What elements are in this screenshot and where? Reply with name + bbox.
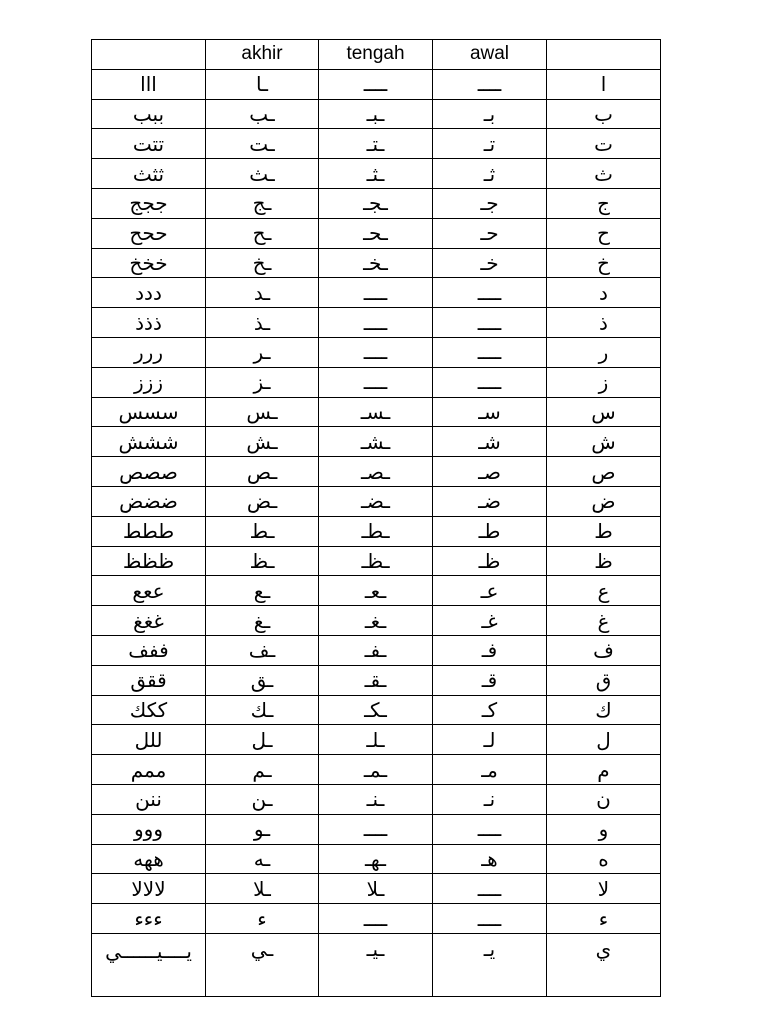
cell-letter: و bbox=[547, 814, 661, 844]
header-row bbox=[92, 40, 661, 70]
table-row bbox=[92, 278, 661, 308]
cell-akhir: ـغ bbox=[206, 606, 319, 636]
cell-tengah: ـظـ bbox=[319, 546, 433, 576]
cell-awal: ــــ bbox=[433, 814, 547, 844]
cell-repeat: ذذذ bbox=[92, 308, 206, 338]
cell-akhir: ـظ bbox=[206, 546, 319, 576]
cell-akhir: ـق bbox=[206, 665, 319, 695]
cell-awal: ــــ bbox=[433, 69, 547, 99]
header-repeat bbox=[92, 40, 206, 70]
cell-akhir: ـذ bbox=[206, 308, 319, 338]
cell-repeat: خخخ bbox=[92, 248, 206, 278]
cell-repeat: ووو bbox=[92, 814, 206, 844]
cell-awal: حـ bbox=[433, 218, 547, 248]
cell-awal: ــــ bbox=[433, 308, 547, 338]
cell-awal: نـ bbox=[433, 784, 547, 814]
cell-akhir: ـص bbox=[206, 457, 319, 487]
cell-akhir: ـت bbox=[206, 129, 319, 159]
table-row bbox=[92, 427, 661, 457]
cell-tengah: ــــ bbox=[319, 337, 433, 367]
cell-awal: ــــ bbox=[433, 337, 547, 367]
cell-tengah: ـعـ bbox=[319, 576, 433, 606]
cell-repeat: يــــيــــــي bbox=[92, 933, 206, 996]
cell-repeat: ششش bbox=[92, 427, 206, 457]
cell-letter: غ bbox=[547, 606, 661, 636]
table-row bbox=[92, 129, 661, 159]
cell-akhir: ـر bbox=[206, 337, 319, 367]
table-row bbox=[92, 933, 661, 996]
cell-letter: ن bbox=[547, 784, 661, 814]
cell-tengah: ـقـ bbox=[319, 665, 433, 695]
cell-letter: ط bbox=[547, 516, 661, 546]
table-body bbox=[92, 69, 661, 996]
cell-tengah: ـخـ bbox=[319, 248, 433, 278]
cell-repeat: ضضض bbox=[92, 486, 206, 516]
cell-awal: هـ bbox=[433, 844, 547, 874]
cell-repeat: ططط bbox=[92, 516, 206, 546]
table-row bbox=[92, 695, 661, 725]
table-row bbox=[92, 99, 661, 129]
cell-repeat: ظظظ bbox=[92, 546, 206, 576]
cell-letter: ق bbox=[547, 665, 661, 695]
header-tengah: tengah bbox=[319, 40, 433, 70]
cell-awal: ظـ bbox=[433, 546, 547, 576]
cell-letter: ز bbox=[547, 367, 661, 397]
cell-awal: يـ bbox=[433, 933, 547, 996]
cell-tengah: ـجـ bbox=[319, 188, 433, 218]
cell-tengah: ـبـ bbox=[319, 99, 433, 129]
cell-letter: ض bbox=[547, 486, 661, 516]
cell-tengah: ـيـ bbox=[319, 933, 433, 996]
cell-awal: خـ bbox=[433, 248, 547, 278]
table-row bbox=[92, 188, 661, 218]
cell-letter: ء bbox=[547, 904, 661, 934]
cell-letter: ح bbox=[547, 218, 661, 248]
cell-tengah: ـلا bbox=[319, 874, 433, 904]
cell-akhir: ـح bbox=[206, 218, 319, 248]
cell-repeat: ببب bbox=[92, 99, 206, 129]
table-row bbox=[92, 159, 661, 189]
cell-tengah: ـثـ bbox=[319, 159, 433, 189]
cell-tengah: ــــ bbox=[319, 814, 433, 844]
cell-awal: صـ bbox=[433, 457, 547, 487]
cell-awal: غـ bbox=[433, 606, 547, 636]
table-row bbox=[92, 755, 661, 785]
cell-letter: ر bbox=[547, 337, 661, 367]
cell-repeat: ققق bbox=[92, 665, 206, 695]
cell-akhir: ـز bbox=[206, 367, 319, 397]
table-row bbox=[92, 725, 661, 755]
cell-tengah: ــــ bbox=[319, 367, 433, 397]
table-row bbox=[92, 874, 661, 904]
cell-tengah: ـلـ bbox=[319, 725, 433, 755]
table-row bbox=[92, 606, 661, 636]
table-row bbox=[92, 486, 661, 516]
cell-awal: ــــ bbox=[433, 367, 547, 397]
cell-tengah: ـفـ bbox=[319, 635, 433, 665]
cell-akhir: ـم bbox=[206, 755, 319, 785]
cell-akhir: ـخ bbox=[206, 248, 319, 278]
table-row bbox=[92, 516, 661, 546]
cell-akhir: ـج bbox=[206, 188, 319, 218]
cell-akhir: ـو bbox=[206, 814, 319, 844]
table-row bbox=[92, 69, 661, 99]
table-row bbox=[92, 904, 661, 934]
cell-tengah: ـغـ bbox=[319, 606, 433, 636]
cell-awal: لـ bbox=[433, 725, 547, 755]
table-row bbox=[92, 337, 661, 367]
cell-awal: ــــ bbox=[433, 904, 547, 934]
cell-tengah: ــــ bbox=[319, 904, 433, 934]
cell-awal: سـ bbox=[433, 397, 547, 427]
cell-awal: بـ bbox=[433, 99, 547, 129]
table-row bbox=[92, 784, 661, 814]
cell-letter: س bbox=[547, 397, 661, 427]
cell-akhir: ـن bbox=[206, 784, 319, 814]
header-akhir: akhir bbox=[206, 40, 319, 70]
cell-tengah: ـنـ bbox=[319, 784, 433, 814]
cell-awal: ــــ bbox=[433, 874, 547, 904]
cell-awal: جـ bbox=[433, 188, 547, 218]
cell-akhir: ـط bbox=[206, 516, 319, 546]
cell-akhir: ـك bbox=[206, 695, 319, 725]
cell-letter: ث bbox=[547, 159, 661, 189]
cell-letter: ج bbox=[547, 188, 661, 218]
cell-akhir: ـع bbox=[206, 576, 319, 606]
cell-repeat: ثثث bbox=[92, 159, 206, 189]
cell-repeat: ززز bbox=[92, 367, 206, 397]
cell-akhir: ـث bbox=[206, 159, 319, 189]
cell-letter: لا bbox=[547, 874, 661, 904]
cell-awal: طـ bbox=[433, 516, 547, 546]
cell-akhir: ء bbox=[206, 904, 319, 934]
cell-letter: م bbox=[547, 755, 661, 785]
cell-awal: ثـ bbox=[433, 159, 547, 189]
cell-tengah: ـسـ bbox=[319, 397, 433, 427]
cell-akhir: ـه bbox=[206, 844, 319, 874]
cell-akhir: ـد bbox=[206, 278, 319, 308]
cell-akhir: ـش bbox=[206, 427, 319, 457]
cell-letter: ل bbox=[547, 725, 661, 755]
cell-awal: تـ bbox=[433, 129, 547, 159]
cell-akhir: ـف bbox=[206, 635, 319, 665]
cell-akhir: ـي bbox=[206, 933, 319, 996]
cell-awal: قـ bbox=[433, 665, 547, 695]
cell-letter: ا bbox=[547, 69, 661, 99]
cell-letter: ذ bbox=[547, 308, 661, 338]
cell-letter: ص bbox=[547, 457, 661, 487]
cell-letter: ه bbox=[547, 844, 661, 874]
cell-repeat: للل bbox=[92, 725, 206, 755]
cell-akhir: ـس bbox=[206, 397, 319, 427]
cell-repeat: غغغ bbox=[92, 606, 206, 636]
cell-letter: ب bbox=[547, 99, 661, 129]
cell-repeat: ههه bbox=[92, 844, 206, 874]
cell-tengah: ــــ bbox=[319, 69, 433, 99]
cell-repeat: ححح bbox=[92, 218, 206, 248]
table-row bbox=[92, 665, 661, 695]
cell-akhir: ـض bbox=[206, 486, 319, 516]
table-row bbox=[92, 397, 661, 427]
cell-letter: ع bbox=[547, 576, 661, 606]
cell-awal: شـ bbox=[433, 427, 547, 457]
cell-repeat: ججج bbox=[92, 188, 206, 218]
cell-tengah: ـهـ bbox=[319, 844, 433, 874]
cell-repeat: ععع bbox=[92, 576, 206, 606]
cell-tengah: ـحـ bbox=[319, 218, 433, 248]
cell-awal: عـ bbox=[433, 576, 547, 606]
table-row bbox=[92, 248, 661, 278]
cell-repeat: ءءء bbox=[92, 904, 206, 934]
table-row bbox=[92, 576, 661, 606]
header-awal: awal bbox=[433, 40, 547, 70]
cell-awal: فـ bbox=[433, 635, 547, 665]
header-letter bbox=[547, 40, 661, 70]
cell-repeat: تتت bbox=[92, 129, 206, 159]
cell-repeat: صصص bbox=[92, 457, 206, 487]
cell-tengah: ـمـ bbox=[319, 755, 433, 785]
cell-repeat: سسس bbox=[92, 397, 206, 427]
cell-tengah: ــــ bbox=[319, 308, 433, 338]
cell-repeat: ممم bbox=[92, 755, 206, 785]
cell-tengah: ــــ bbox=[319, 278, 433, 308]
cell-repeat: ككك bbox=[92, 695, 206, 725]
table-row bbox=[92, 457, 661, 487]
hijaiyah-table bbox=[91, 39, 661, 997]
cell-awal: ضـ bbox=[433, 486, 547, 516]
table-row bbox=[92, 844, 661, 874]
cell-letter: ي bbox=[547, 933, 661, 996]
cell-repeat: ففف bbox=[92, 635, 206, 665]
cell-akhir: ـلا bbox=[206, 874, 319, 904]
cell-awal: كـ bbox=[433, 695, 547, 725]
table-row bbox=[92, 546, 661, 576]
cell-letter: خ bbox=[547, 248, 661, 278]
cell-tengah: ـطـ bbox=[319, 516, 433, 546]
cell-awal: مـ bbox=[433, 755, 547, 785]
cell-awal: ــــ bbox=[433, 278, 547, 308]
cell-letter: ك bbox=[547, 695, 661, 725]
cell-tengah: ـتـ bbox=[319, 129, 433, 159]
table-row bbox=[92, 218, 661, 248]
cell-akhir: ـل bbox=[206, 725, 319, 755]
table-row bbox=[92, 308, 661, 338]
cell-tengah: ـصـ bbox=[319, 457, 433, 487]
cell-tengah: ـضـ bbox=[319, 486, 433, 516]
cell-tengah: ـكـ bbox=[319, 695, 433, 725]
cell-letter: ت bbox=[547, 129, 661, 159]
cell-repeat: ننن bbox=[92, 784, 206, 814]
table-row bbox=[92, 635, 661, 665]
cell-letter: ف bbox=[547, 635, 661, 665]
cell-tengah: ـشـ bbox=[319, 427, 433, 457]
table-row bbox=[92, 367, 661, 397]
cell-akhir: ـب bbox=[206, 99, 319, 129]
cell-repeat: ااا bbox=[92, 69, 206, 99]
cell-letter: ظ bbox=[547, 546, 661, 576]
table-row bbox=[92, 814, 661, 844]
cell-repeat: ددد bbox=[92, 278, 206, 308]
cell-repeat: ررر bbox=[92, 337, 206, 367]
cell-letter: د bbox=[547, 278, 661, 308]
cell-letter: ش bbox=[547, 427, 661, 457]
cell-akhir: ـا bbox=[206, 69, 319, 99]
cell-repeat: لالالا bbox=[92, 874, 206, 904]
